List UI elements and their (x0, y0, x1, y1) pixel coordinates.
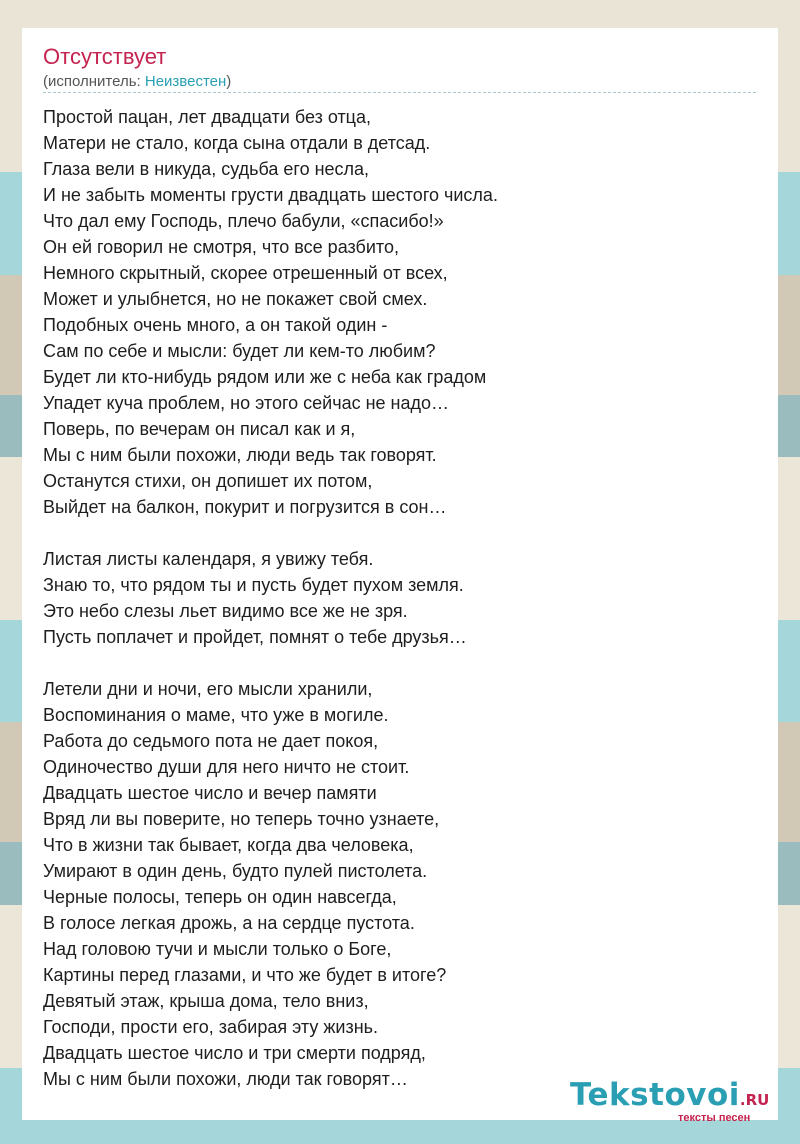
lyric-line: Может и улыбнется, но не покажет свой смех. (43, 289, 428, 309)
lyric-line: Будет ли кто-нибудь рядом или же с неба как градом (43, 367, 487, 387)
lyric-line: Господи, прости его, забирая эту жизнь. (43, 1017, 379, 1037)
stanza (43, 104, 763, 520)
lyric-line: Немного скрытный, скорее отрешенный от всех, (43, 263, 448, 283)
lyric-line: Знаю то, что рядом ты и пусть будет пухом земля. (43, 575, 464, 595)
lyric-line: Простой пацан, лет двадцати без отца, (43, 107, 372, 127)
lyric-line: Мы с ним были похожи, люди так говорят… (43, 1069, 408, 1089)
logo-wordmark (570, 1077, 769, 1113)
site-watermark-logo (570, 1077, 780, 1127)
lyric-line: И не забыть моменты грусти двадцать шестого числа. (43, 185, 498, 205)
lyrics-card (22, 28, 778, 1124)
lyric-line: Вряд ли вы поверите, но теперь точно узнаете, (43, 809, 440, 829)
logo-tld: .RU (739, 1091, 770, 1109)
lyric-line: Одиночество души для него ничто не стоит. (43, 757, 410, 777)
lyric-line: Он ей говорил не смотря, что все разбито, (43, 237, 399, 257)
lyric-line: Сам по себе и мысли: будет ли кем-то любим? (43, 341, 436, 361)
header-divider (43, 92, 756, 93)
lyric-line: Картины перед глазами, и что же будет в итоге? (43, 965, 447, 985)
lyric-line: Выйдет на балкон, покурит и погрузится в сон… (43, 497, 447, 517)
stanza (43, 546, 763, 650)
performer-suffix: ) (226, 73, 232, 90)
lyrics-body (43, 104, 763, 1118)
lyric-line: Черные полосы, теперь он один навсегда, (43, 887, 397, 907)
lyric-line: Матери не стало, когда сына отдали в детсад. (43, 133, 431, 153)
lyric-line: Упадет куча проблем, но этого сейчас не надо… (43, 393, 450, 413)
lyric-line: Останутся стихи, он допишет их потом, (43, 471, 373, 491)
lyric-line: В голосе легкая дрожь, а на сердце пустота. (43, 913, 415, 933)
song-title: Отсутствует (43, 44, 167, 69)
lyric-line: Это небо слезы льет видимо все же не зря. (43, 601, 408, 621)
lyric-line: Двадцать шестое число и вечер памяти (43, 783, 377, 803)
lyric-line: Воспоминания о маме, что уже в могиле. (43, 705, 389, 725)
lyric-line: Пусть поплачет и пройдет, помнят о тебе друзья… (43, 627, 467, 647)
performer-link[interactable]: Неизвестен (144, 73, 227, 90)
lyric-line: Глаза вели в никуда, судьба его несла, (43, 159, 370, 179)
performer-line (43, 73, 231, 90)
lyric-line: Что в жизни так бывает, когда два человека, (43, 835, 414, 855)
lyric-line: Подобных очень много, а он такой один - (43, 315, 388, 335)
performer-prefix: (исполнитель: (43, 73, 145, 90)
logo-brand: Tekstovoi (570, 1077, 740, 1113)
lyric-line: Над головою тучи и мысли только о Боге, (43, 939, 392, 959)
lyric-line: Умирают в один день, будто пулей пистолета. (43, 861, 428, 881)
lyric-line: Поверь, по вечерам он писал как и я, (43, 419, 356, 439)
lyric-line: Листая листы календаря, я увижу тебя. (43, 549, 374, 569)
lyric-line: Что дал ему Господь, плечо бабули, «спасибо!» (43, 211, 444, 231)
stanza (43, 676, 763, 1092)
lyric-line: Девятый этаж, крыша дома, тело вниз, (43, 991, 369, 1011)
logo-tagline: тексты песен (678, 1112, 751, 1124)
lyric-line: Работа до седьмого пота не дает покоя, (43, 731, 379, 751)
lyric-line: Двадцать шестое число и три смерти подряд, (43, 1043, 426, 1063)
lyric-line: Летели дни и ночи, его мысли хранили, (43, 679, 373, 699)
lyric-line: Мы с ним были похожи, люди ведь так говорят. (43, 445, 437, 465)
